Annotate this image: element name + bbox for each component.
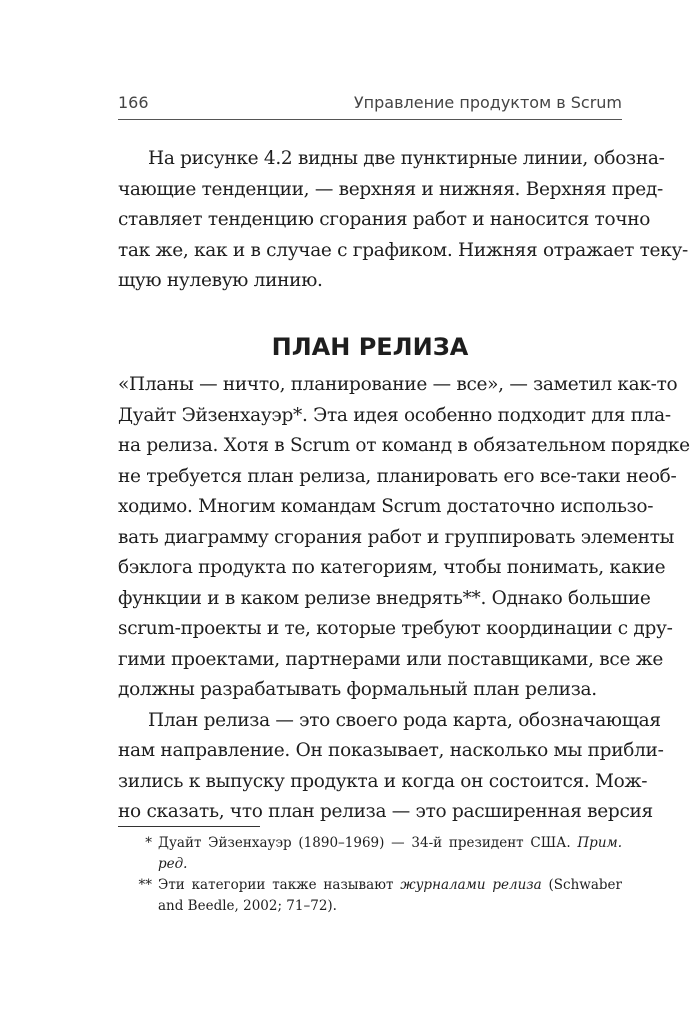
running-header	[118, 93, 622, 120]
footnote	[118, 875, 622, 917]
text-line: не требуется план релиза, планировать его все-таки необ-	[118, 465, 677, 487]
text-line: бэклога продукта по категориям, чтобы понимать, какие	[118, 557, 666, 578]
text-line: вать диаграмму сгорания работ и группировать элементы	[118, 526, 675, 548]
footnote-italic: журналами релиза	[400, 877, 542, 893]
text-line: щую нулевую линию.	[118, 270, 323, 291]
footnote-marker: *	[145, 835, 152, 851]
text-line: ставляет тенденцию сгорания работ и наносится точно	[118, 209, 651, 230]
text-line: зились к выпуску продукта и когда он состоится. Мож-	[118, 770, 648, 792]
text-line: Дуайт Эйзенхауэр*. Эта идея особенно подходит для пла-	[118, 404, 671, 426]
footnote-text: Эти категории также называют	[158, 877, 401, 893]
text-line: ходимо. Многим командам Scrum достаточно использо-	[118, 496, 654, 517]
text-line: чающие тенденции, — верхняя и нижняя. Верхняя пред-	[118, 178, 663, 200]
footnote-italic: Прим. ред.	[158, 835, 622, 872]
text-line: «Планы — ничто, планирование — все», — заметил как-то	[118, 374, 678, 395]
text-line: scrum-проекты и те, которые требуют координации с дру-	[118, 618, 673, 639]
text-line: гими проектами, партнерами или поставщиками, все же	[118, 648, 664, 670]
footnote-text: (Schwaber and Beedle, 2002; 71–72).	[158, 877, 622, 914]
footnote-divider	[118, 826, 260, 827]
paragraph-1	[118, 144, 689, 297]
text-line: функции и в каком релизе внедрять**. Однако большие	[118, 587, 651, 609]
text-line: План релиза — это своего рода карта, обозначающая	[148, 709, 661, 731]
text-line: на релиза. Хотя в Scrum от команд в обязательном порядке	[118, 435, 690, 456]
paragraph-2	[118, 370, 690, 828]
footnote-text: Дуайт Эйзенхауэр (1890–1969) — 34-й президент США.	[158, 835, 578, 851]
section-title: ПЛАН РЕЛИЗА	[271, 333, 469, 361]
text-line: нам направление. Он показывает, насколько мы прибли-	[118, 740, 664, 761]
text-line: На рисунке 4.2 видны две пунктирные линии, обозна-	[148, 148, 665, 169]
footnote-marker: **	[138, 877, 152, 893]
page-number: 166	[118, 93, 149, 112]
text-line: должны разрабатывать формальный план релиза.	[118, 679, 597, 700]
running-title: Управление продуктом в Scrum	[353, 93, 622, 112]
footnote	[118, 833, 622, 875]
text-line: так же, как и в случае с графиком. Нижняя отражает теку-	[118, 239, 689, 261]
footnotes	[118, 833, 622, 917]
text-line: но сказать, что план релиза — это расширенная версия	[118, 801, 653, 822]
